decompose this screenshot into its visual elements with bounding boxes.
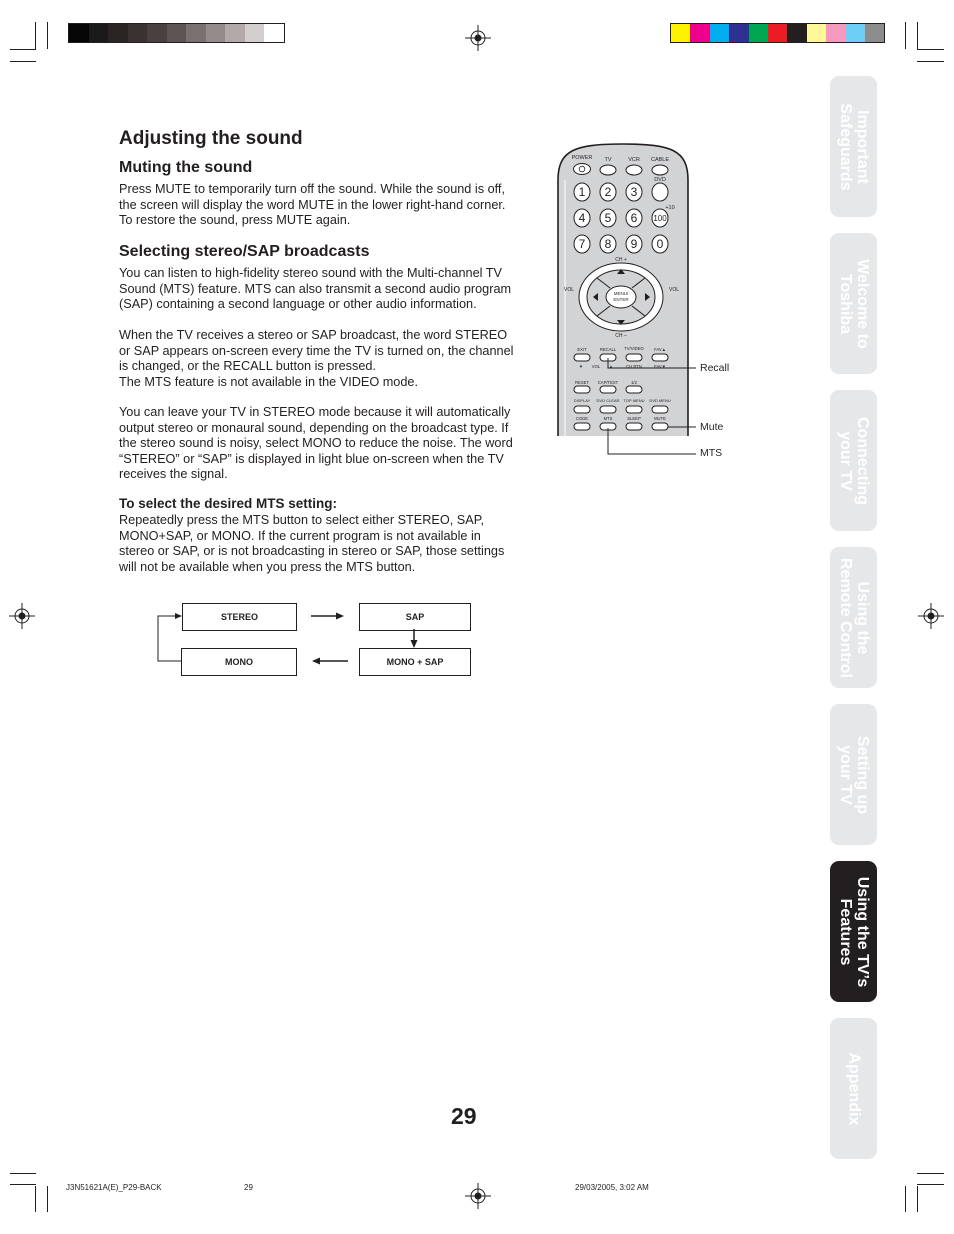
gray-swatch — [69, 24, 89, 42]
remote-label: CODE — [575, 416, 589, 421]
flow-mono-box: MONO — [181, 648, 297, 676]
remote-digit: 1 — [578, 185, 586, 199]
remote-label: CAP/TEXT — [597, 380, 619, 385]
color-swatch — [768, 24, 787, 42]
callout-recall: Recall — [700, 362, 730, 374]
tab-important-safeguards[interactable] — [830, 76, 877, 217]
remote-vol-right: VOL — [668, 287, 680, 293]
remote-plus10: +10 — [665, 205, 675, 211]
remote-label: ▲ — [608, 364, 614, 369]
text-line: output stereo or monaural sound, depending on the broadcast type. If — [119, 420, 509, 435]
stereo-paragraph-1 — [119, 266, 519, 313]
color-swatch — [710, 24, 729, 42]
remote-digit: 9 — [630, 237, 638, 251]
crop-mark — [47, 1186, 48, 1212]
gray-swatch — [108, 24, 128, 42]
footer-page: 29 — [244, 1183, 253, 1192]
remote-label: TOP MENU — [623, 398, 645, 403]
mts-paragraph — [119, 513, 519, 575]
tab-setting-up-your-tv[interactable] — [830, 704, 877, 845]
remote-power-label: POWER — [571, 155, 593, 161]
gray-swatch — [147, 24, 167, 42]
tab-label: Connecting your TV — [836, 416, 871, 505]
remote-cable-label: CABLE — [650, 157, 670, 163]
registration-mark-top — [465, 25, 491, 51]
remote-label: EXIT — [577, 347, 587, 352]
remote-digit: 2 — [604, 185, 612, 199]
remote-label: MUTE — [654, 416, 666, 421]
remote-label: CH RTN — [626, 364, 642, 369]
remote-digit: 8 — [604, 237, 612, 251]
remote-dvd-label: DVD — [654, 177, 666, 183]
remote-label: FAV▼ — [654, 364, 666, 369]
remote-vcr-label: VCR — [628, 157, 640, 163]
tab-label: Appendix — [845, 1052, 862, 1125]
crop-mark — [917, 22, 918, 49]
remote-digit: 5 — [604, 211, 612, 225]
color-swatch — [671, 24, 690, 42]
text-line: the screen will display the word MUTE in the lower right-hand corner. — [119, 197, 506, 212]
tab-using-the-remote-control[interactable] — [830, 547, 877, 688]
color-swatch — [865, 24, 884, 42]
stereo-paragraph-2 — [119, 328, 519, 390]
gray-swatch — [245, 24, 265, 42]
tab-label: Important Safeguards — [836, 102, 871, 191]
gray-swatch — [264, 24, 284, 42]
footer-filename: J3N51621A(E)_P29-BACK — [66, 1183, 162, 1192]
muting-paragraph — [119, 182, 519, 229]
remote-vol-left: VOL — [563, 287, 575, 293]
text-line: You can listen to high-fidelity stereo sound with the Multi-channel TV — [119, 266, 502, 280]
text-line: MONO+SAP, or MONO. If the current program is not available in — [119, 528, 481, 543]
callout-mts: MTS — [700, 447, 723, 459]
registration-mark-right — [918, 603, 944, 629]
crop-mark — [917, 1186, 918, 1212]
gray-swatch — [206, 24, 226, 42]
crop-mark — [905, 1186, 906, 1212]
text-line: (SAP) containing a second language or other audio information. — [119, 297, 477, 311]
text-line: To restore the sound, press MUTE again. — [119, 213, 351, 227]
gray-swatch — [186, 24, 206, 42]
tab-welcome-to-toshiba[interactable] — [830, 233, 877, 374]
text-line: or SAP appears on-screen every time the TV is turned on, the channel — [119, 343, 514, 358]
remote-ch-plus: CH + — [615, 257, 627, 263]
remote-label: DISPLAY — [573, 398, 591, 403]
stereo-paragraph-3 — [119, 405, 519, 483]
text-line: will not be available when you press the MTS button. — [119, 559, 416, 574]
tab-connecting-your-tv[interactable] — [830, 390, 877, 531]
remote-digit: 6 — [630, 211, 638, 225]
color-swatch — [690, 24, 709, 42]
flow-mono-sap-box: MONO + SAP — [359, 648, 471, 676]
color-swatch — [807, 24, 826, 42]
remote-tv-label: TV — [604, 157, 612, 163]
color-bar — [670, 23, 885, 43]
remote-label: RESET — [575, 380, 589, 385]
remote-digit: 3 — [630, 185, 638, 199]
remote-label: VOL — [591, 364, 601, 369]
tab-label: Using the TV’s Features — [836, 876, 871, 987]
crop-mark — [917, 61, 944, 62]
registration-mark-bottom — [465, 1183, 491, 1209]
remote-ch-minus: CH – — [615, 333, 627, 339]
stereo-heading: Selecting stereo/SAP broadcasts — [119, 243, 370, 260]
remote-label: DVD MENU — [649, 398, 671, 403]
color-swatch — [729, 24, 748, 42]
gray-swatch — [167, 24, 187, 42]
muting-heading: Muting the sound — [119, 159, 253, 176]
grayscale-bar — [68, 23, 285, 43]
callout-lines — [597, 350, 710, 460]
text-line: is changed, or the RECALL button is pressed. — [119, 359, 376, 373]
remote-label: TV/VIDEO — [624, 346, 644, 351]
color-swatch — [749, 24, 768, 42]
text-line: Press MUTE to temporarily turn off the sound. While the sound is off, — [119, 182, 505, 196]
footer-date: 29/03/2005, 3:02 AM — [575, 1183, 649, 1192]
crop-mark — [10, 61, 36, 62]
color-swatch — [846, 24, 865, 42]
remote-menu-label: MENU/ — [613, 291, 629, 296]
remote-label: DVD CLEAR — [596, 398, 620, 403]
tab-using-the-tvs-features[interactable] — [830, 861, 877, 1002]
page-number: 29 — [451, 1103, 477, 1129]
remote-digit: 7 — [578, 237, 586, 251]
crop-mark — [917, 49, 944, 50]
text-line: Repeatedly press the MTS button to select either STEREO, SAP, — [119, 513, 485, 527]
text-line: “STEREO” or “SAP” is displayed in light blue on-screen when the TV — [119, 451, 504, 466]
crop-mark — [35, 1186, 36, 1212]
crop-mark — [10, 1184, 36, 1185]
mts-heading: To select the desired MTS setting: — [119, 496, 338, 511]
crop-mark — [10, 49, 36, 50]
remote-digit: 4 — [578, 211, 586, 225]
gray-swatch — [128, 24, 148, 42]
registration-mark-left — [9, 603, 35, 629]
gray-swatch — [225, 24, 245, 42]
tab-label: Setting up your TV — [836, 735, 871, 814]
color-swatch — [787, 24, 806, 42]
remote-label: ▼ — [578, 364, 584, 369]
text-line: The MTS feature is not available in the VIDEO mode. — [119, 374, 419, 389]
remote-label: 1/2 — [631, 380, 637, 385]
text-line: the stereo sound is noisy, select MONO to reduce the noise. The word — [119, 436, 513, 450]
crop-mark — [905, 22, 906, 49]
remote-enter-label: ENTER — [613, 297, 629, 302]
text-line: You can leave your TV in STEREO mode because it will automatically — [119, 405, 511, 419]
text-line: stereo or SAP, or is not broadcasting in stereo or SAP, those settings — [119, 544, 505, 558]
tab-label: Using the Remote Control — [836, 557, 871, 678]
flow-arrows — [150, 600, 480, 680]
color-swatch — [826, 24, 845, 42]
crop-mark — [917, 1184, 944, 1185]
crop-mark — [35, 22, 36, 49]
page-title: Adjusting the sound — [119, 128, 303, 149]
text-line: receives the signal. — [119, 467, 228, 481]
text-line: Sound (MTS) feature. MTS can also transmit a second audio program — [119, 281, 512, 296]
flow-stereo-box: STEREO — [182, 603, 297, 631]
flow-sap-box: SAP — [359, 603, 471, 631]
crop-mark — [47, 22, 48, 49]
remote-digit: 0 — [656, 237, 664, 251]
crop-mark — [917, 1173, 944, 1174]
crop-mark — [10, 1173, 36, 1174]
remote-label: RECALL — [599, 347, 617, 352]
text-line: When the TV receives a stereo or SAP broadcast, the word STEREO — [119, 328, 508, 342]
tab-appendix[interactable] — [830, 1018, 877, 1159]
tab-label: Welcome to Toshiba — [836, 258, 871, 349]
remote-hundred: 100 — [653, 214, 667, 223]
callout-mute: Mute — [700, 421, 724, 433]
remote-label: SLEEP — [627, 416, 641, 421]
gray-swatch — [89, 24, 109, 42]
remote-label: FAV▲ — [654, 347, 666, 352]
remote-label: MTS — [603, 416, 613, 421]
